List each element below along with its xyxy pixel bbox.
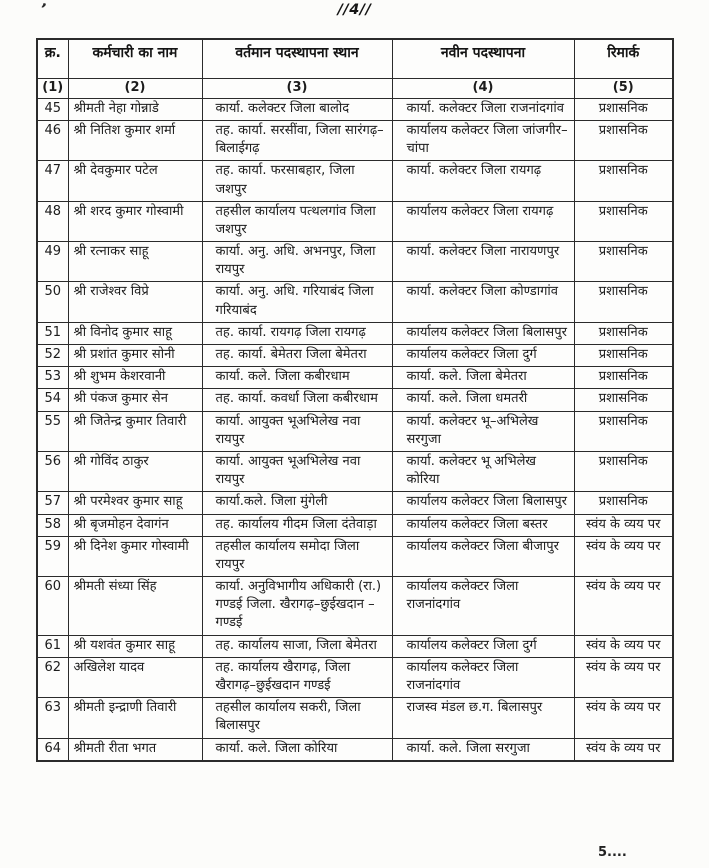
cell-remark: प्रशासनिक [574, 367, 673, 389]
cell-employee-name: श्री शुभम केशरवानी [68, 367, 202, 389]
cell-serial-number: 48 [37, 201, 68, 241]
table-row [37, 98, 673, 120]
cell-employee-name: श्री पंकज कुमार सेन [68, 389, 202, 411]
table-row [37, 201, 673, 241]
cell-remark: प्रशासनिक [574, 242, 673, 282]
table-row [37, 657, 673, 697]
column-number-5: (5) [574, 78, 673, 98]
cell-serial-number: 49 [37, 242, 68, 282]
cell-remark: प्रशासनिक [574, 282, 673, 322]
cell-remark: प्रशासनिक [574, 451, 673, 491]
cell-remark: स्वंय के व्यय पर [574, 738, 673, 761]
cell-new-posting: कार्या. कलेक्टर भू–अभिलेख सरगुजा [392, 411, 574, 451]
table-row [37, 536, 673, 576]
cell-employee-name: श्री नितिश कुमार शर्मा [68, 120, 202, 160]
cell-current-posting: तह. कार्या. बेमेतरा जिला बेमेतरा [202, 345, 392, 367]
table-row [37, 698, 673, 738]
table-body [37, 98, 673, 761]
cell-new-posting: कार्यालय कलेक्टर जिला जांजगीर–चांपा [392, 120, 574, 160]
cell-serial-number: 57 [37, 492, 68, 514]
cell-current-posting: कार्या. अनुविभागीय अधिकारी (रा.) गण्डई जिला. खैरागढ़–छुईखदान –गण्डई [202, 577, 392, 636]
cell-current-posting: तहसील कार्यालय पत्थलगांव जिला जशपुर [202, 201, 392, 241]
cell-current-posting: कार्या. अनु. अधि. अभनपुर, जिला रायपुर [202, 242, 392, 282]
cell-new-posting: कार्यालय कलेक्टर जिला राजनांदगांव [392, 577, 574, 636]
cell-remark: प्रशासनिक [574, 98, 673, 120]
cell-current-posting: कार्या. आयुक्त भूअभिलेख नवा रायपुर [202, 411, 392, 451]
cell-new-posting: कार्यालय कलेक्टर जिला दुर्ग [392, 635, 574, 657]
cell-current-posting: तह. कार्या. फरसाबहार, जिला जशपुर [202, 161, 392, 201]
table-row [37, 161, 673, 201]
cell-employee-name: श्रीमती नेहा गोन्नाडे [68, 98, 202, 120]
cell-current-posting: कार्या. आयुक्त भूअभिलेख नवा रायपुर [202, 451, 392, 491]
cell-new-posting: कार्यालय कलेक्टर जिला बस्तर [392, 514, 574, 536]
page-number-header: //4// [337, 2, 372, 18]
cell-remark: स्वंय के व्यय पर [574, 536, 673, 576]
table-row [37, 322, 673, 344]
header-row [37, 39, 673, 78]
cell-serial-number: 53 [37, 367, 68, 389]
cell-employee-name: श्रीमती इन्द्राणी तिवारी [68, 698, 202, 738]
corner-pen-mark: ’ [37, 0, 49, 19]
cell-current-posting: तह. कार्या. कवर्धा जिला कबीरधाम [202, 389, 392, 411]
cell-current-posting: कार्या. अनु. अधि. गरियाबंद जिला गरियाबंद [202, 282, 392, 322]
cell-serial-number: 64 [37, 738, 68, 761]
cell-remark: स्वंय के व्यय पर [574, 635, 673, 657]
column-number-3: (3) [202, 78, 392, 98]
cell-serial-number: 54 [37, 389, 68, 411]
table-row [37, 514, 673, 536]
cell-employee-name: श्री जितेन्द्र कुमार तिवारी [68, 411, 202, 451]
transfer-order-table [36, 38, 674, 762]
cell-serial-number: 58 [37, 514, 68, 536]
table-row [37, 282, 673, 322]
cell-remark: प्रशासनिक [574, 411, 673, 451]
header-current-posting: वर्तमान पदस्थापना स्थान [202, 39, 392, 78]
cell-remark: प्रशासनिक [574, 161, 673, 201]
cell-new-posting: कार्या. कलेक्टर जिला राजनांदगांव [392, 98, 574, 120]
cell-new-posting: कार्यालय कलेक्टर जिला रायगढ़ [392, 201, 574, 241]
cell-current-posting: कार्या. कले. जिला कोरिया [202, 738, 392, 761]
cell-current-posting: तह. कार्या. रायगढ़ जिला रायगढ़ [202, 322, 392, 344]
cell-employee-name: श्री प्रशांत कुमार सोनी [68, 345, 202, 367]
table-row [37, 242, 673, 282]
cell-employee-name: श्री गोविंद ठाकुर [68, 451, 202, 491]
cell-serial-number: 55 [37, 411, 68, 451]
cell-serial-number: 56 [37, 451, 68, 491]
cell-employee-name: श्री दिनेश कुमार गोस्वामी [68, 536, 202, 576]
cell-employee-name: श्री विनोद कुमार साहू [68, 322, 202, 344]
column-number-row [37, 78, 673, 98]
cell-new-posting: कार्या. कले. जिला बेमेतरा [392, 367, 574, 389]
cell-serial-number: 50 [37, 282, 68, 322]
cell-remark: स्वंय के व्यय पर [574, 514, 673, 536]
cell-current-posting: तह. कार्यालय गीदम जिला दंतेवाड़ा [202, 514, 392, 536]
cell-new-posting: कार्यालय कलेक्टर जिला बिलासपुर [392, 322, 574, 344]
cell-remark: स्वंय के व्यय पर [574, 577, 673, 636]
cell-new-posting: कार्यालय कलेक्टर जिला दुर्ग [392, 345, 574, 367]
cell-employee-name: श्री परमेश्वर कुमार साहू [68, 492, 202, 514]
cell-employee-name: श्री यशवंत कुमार साहू [68, 635, 202, 657]
table-row [37, 345, 673, 367]
cell-serial-number: 62 [37, 657, 68, 697]
header-serial: क्र. [37, 39, 68, 78]
cell-remark: प्रशासनिक [574, 389, 673, 411]
column-number-2: (2) [68, 78, 202, 98]
cell-remark: प्रशासनिक [574, 492, 673, 514]
cell-remark: प्रशासनिक [574, 120, 673, 160]
table-row [37, 451, 673, 491]
cell-new-posting: कार्या. कलेक्टर जिला रायगढ़ [392, 161, 574, 201]
cell-employee-name: श्री बृजमोहन देवागंन [68, 514, 202, 536]
cell-new-posting: कार्या. कले. जिला धमतरी [392, 389, 574, 411]
cell-employee-name: श्री देवकुमार पटेल [68, 161, 202, 201]
table-row [37, 120, 673, 160]
cell-current-posting: तहसील कार्यालय सकरी, जिला बिलासपुर [202, 698, 392, 738]
cell-remark: स्वंय के व्यय पर [574, 698, 673, 738]
cell-remark: प्रशासनिक [574, 345, 673, 367]
cell-serial-number: 47 [37, 161, 68, 201]
cell-remark: प्रशासनिक [574, 201, 673, 241]
table-row [37, 492, 673, 514]
cell-new-posting: कार्यालय कलेक्टर जिला बीजापुर [392, 536, 574, 576]
cell-serial-number: 59 [37, 536, 68, 576]
table-row [37, 635, 673, 657]
cell-current-posting: तहसील कार्यालय समोदा जिला रायपुर [202, 536, 392, 576]
table-row [37, 389, 673, 411]
table-row [37, 411, 673, 451]
cell-current-posting: कार्या.कले. जिला मुंगेली [202, 492, 392, 514]
cell-current-posting: कार्या. कलेक्टर जिला बालोद [202, 98, 392, 120]
cell-new-posting: कार्या. कले. जिला सरगुजा [392, 738, 574, 761]
cell-employee-name: श्री रत्नाकर साहू [68, 242, 202, 282]
cell-serial-number: 51 [37, 322, 68, 344]
cell-serial-number: 52 [37, 345, 68, 367]
cell-new-posting: कार्या. कलेक्टर जिला नारायणपुर [392, 242, 574, 282]
cell-employee-name: अखिलेश यादव [68, 657, 202, 697]
cell-new-posting: राजस्व मंडल छ.ग. बिलासपुर [392, 698, 574, 738]
cell-current-posting: कार्या. कले. जिला कबीरधाम [202, 367, 392, 389]
cell-employee-name: श्रीमती रीता भगत [68, 738, 202, 761]
table-row [37, 367, 673, 389]
header-employee-name: कर्मचारी का नाम [68, 39, 202, 78]
cell-current-posting: तह. कार्या. सरसींवा, जिला सारंगढ़–बिलाईगढ़ [202, 120, 392, 160]
cell-serial-number: 46 [37, 120, 68, 160]
cell-serial-number: 63 [37, 698, 68, 738]
column-number-1: (1) [37, 78, 68, 98]
cell-current-posting: तह. कार्यालय खैरागढ़, जिला खैरागढ़–छुईखदान गण्डई [202, 657, 392, 697]
cell-serial-number: 45 [37, 98, 68, 120]
table-row [37, 738, 673, 761]
cell-employee-name: श्रीमती संध्या सिंह [68, 577, 202, 636]
cell-new-posting: कार्या. कलेक्टर भू अभिलेख कोरिया [392, 451, 574, 491]
cell-remark: प्रशासनिक [574, 322, 673, 344]
cell-new-posting: कार्यालय कलेक्टर जिला राजनांदगांव [392, 657, 574, 697]
cell-serial-number: 60 [37, 577, 68, 636]
column-number-4: (4) [392, 78, 574, 98]
cell-new-posting: कार्यालय कलेक्टर जिला बिलासपुर [392, 492, 574, 514]
cell-new-posting: कार्या. कलेक्टर जिला कोण्डागांव [392, 282, 574, 322]
cell-remark: स्वंय के व्यय पर [574, 657, 673, 697]
cell-employee-name: श्री राजेश्वर विप्रे [68, 282, 202, 322]
header-new-posting: नवीन पदस्थापना [392, 39, 574, 78]
cell-serial-number: 61 [37, 635, 68, 657]
header-remark: रिमार्क [574, 39, 673, 78]
table-row [37, 577, 673, 636]
cell-employee-name: श्री शरद कुमार गोस्वामी [68, 201, 202, 241]
table-header [37, 39, 673, 98]
cell-current-posting: तह. कार्यालय साजा, जिला बेमेतरा [202, 635, 392, 657]
next-page-indicator: 5.... [598, 845, 627, 860]
